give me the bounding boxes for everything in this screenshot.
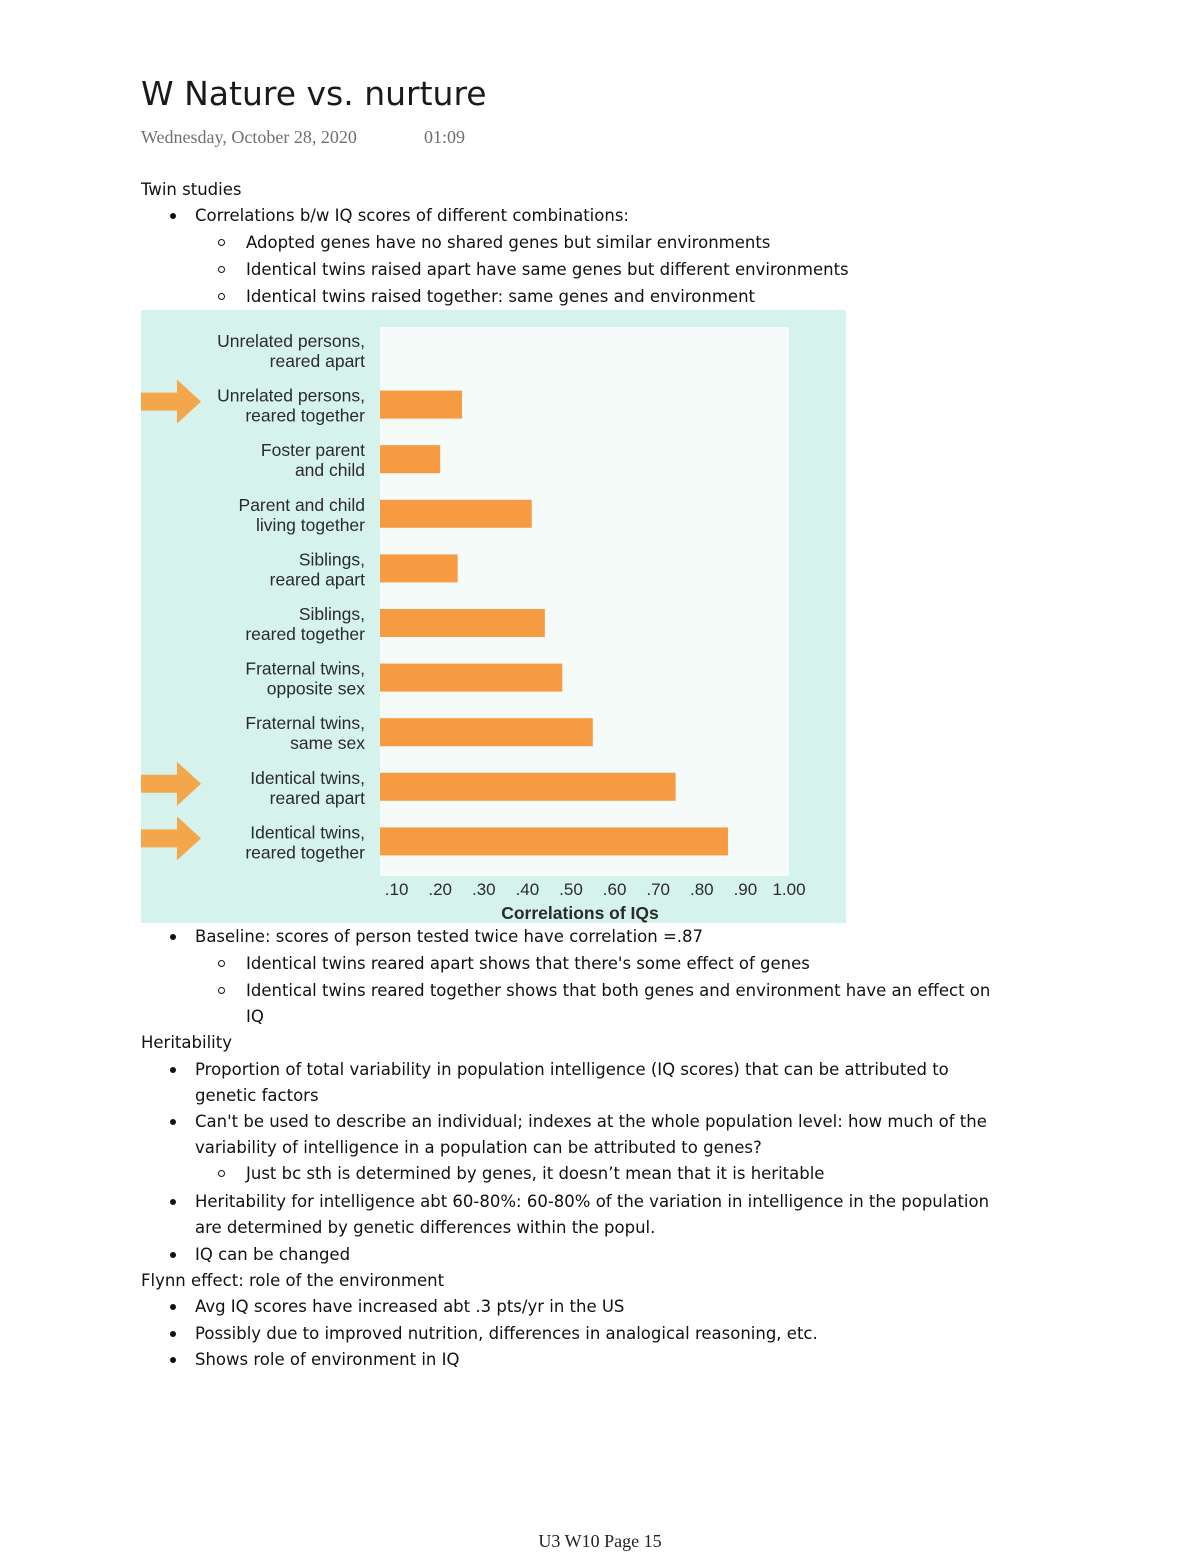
category-label: Siblings, [298, 604, 365, 624]
category-label: Fraternal twins, [245, 658, 365, 679]
bullet-icon [170, 213, 176, 219]
hollow-bullet-icon [218, 293, 225, 300]
twin-sub-identical-apart: Identical twins raised apart have same genes but different environments [246, 260, 849, 279]
heritability-heading: Heritability [141, 1033, 232, 1052]
tick-label: .50 [559, 880, 583, 899]
hollow-bullet-icon [218, 960, 225, 967]
bullet-icon [170, 1357, 176, 1363]
bar [380, 500, 532, 528]
heritability-range-cont: are determined by genetic differences within the popul. [195, 1218, 656, 1237]
bar [380, 609, 545, 637]
category-label: Parent and child [238, 494, 365, 515]
tick-label: .60 [602, 880, 627, 899]
tick-label: .10 [384, 880, 409, 899]
category-label: Identical twins, [250, 767, 365, 788]
bar [380, 554, 458, 582]
bullet-icon [170, 1119, 176, 1125]
category-label: reared apart [269, 787, 365, 808]
hollow-bullet-icon [218, 987, 225, 994]
x-axis-label: Correlations of IQs [501, 903, 659, 923]
bullet-icon [170, 934, 176, 940]
bullet-icon [170, 1199, 176, 1205]
page-date: Wednesday, October 28, 2020 [141, 127, 357, 147]
category-label: Unrelated persons, [217, 385, 365, 406]
tick-label: .90 [733, 880, 758, 899]
heritability-population: Can't be used to describe an individual; indexes at the whole population level: how much of the [195, 1112, 987, 1131]
page-title: W Nature vs. nurture [141, 74, 487, 113]
twin-sub-identical-together: Identical twins raised together: same genes and environment [246, 287, 755, 306]
bullet-icon [170, 1304, 176, 1310]
heritability-sub-genes: Just bc sth is determined by genes, it doesn’t mean that it is heritable [246, 1164, 825, 1183]
bar [380, 718, 593, 746]
bullet-icon [170, 1067, 176, 1073]
bar [380, 664, 562, 692]
baseline-sub-apart: Identical twins reared apart shows that there's some effect of genes [246, 954, 810, 973]
flynn-heading: Flynn effect: role of the environment [141, 1271, 445, 1290]
hollow-bullet-icon [218, 239, 225, 246]
baseline-sub-together: Identical twins reared together shows that both genes and environment have an effect on [246, 981, 991, 1000]
baseline-bullet: Baseline: scores of person tested twice have correlation =.87 [195, 927, 704, 946]
flynn-increase: Avg IQ scores have increased abt .3 pts/yr in the US [195, 1297, 625, 1316]
category-label: living together [256, 514, 365, 535]
heritability-definition: Proportion of total variability in population intelligence (IQ scores) that can be attributed to [195, 1060, 949, 1079]
category-label: same sex [290, 733, 365, 754]
flynn-causes: Possibly due to improved nutrition, differences in analogical reasoning, etc. [195, 1324, 818, 1343]
category-label: and child [294, 460, 365, 481]
category-label: Unrelated persons, [217, 331, 365, 351]
twin-bullet-correlations: Correlations b/w IQ scores of different combinations: [195, 206, 629, 225]
heritability-range: Heritability for intelligence abt 60-80%: 60-80% of the variation in intelligence in the population [195, 1192, 990, 1211]
category-label: reared together [245, 842, 365, 863]
category-label: reared together [245, 624, 365, 644]
category-label: Foster parent [260, 440, 365, 461]
bar [380, 827, 728, 855]
category-label: Siblings, [298, 549, 365, 570]
baseline-sub-together-cont: IQ [246, 1007, 264, 1026]
tick-label: 1.00 [772, 880, 806, 899]
hollow-bullet-icon [218, 1170, 225, 1177]
category-label: Identical twins, [250, 822, 365, 843]
twin-studies-heading: Twin studies [141, 180, 242, 199]
tick-label: .30 [471, 880, 496, 899]
bar [380, 445, 440, 473]
category-label: opposite sex [266, 678, 365, 699]
bullet-icon [170, 1252, 176, 1258]
category-label: reared apart [269, 569, 365, 590]
page-time: 01:09 [424, 127, 466, 147]
twin-sub-adopted: Adopted genes have no shared genes but similar environments [246, 233, 771, 252]
heritability-population-cont: variability of intelligence in a population can be attributed to genes? [195, 1138, 762, 1157]
hollow-bullet-icon [218, 266, 225, 273]
tick-label: .20 [428, 880, 453, 899]
bullet-icon [170, 1331, 176, 1337]
iq-correlation-chart [141, 310, 846, 923]
tick-label: .80 [689, 880, 714, 899]
category-label: reared apart [269, 351, 365, 371]
heritability-changed: IQ can be changed [195, 1245, 351, 1264]
tick-label: .40 [515, 880, 540, 899]
category-label: Fraternal twins, [245, 713, 365, 734]
bar [380, 773, 676, 801]
tick-label: .70 [646, 880, 671, 899]
page-footer: U3 W10 Page 15 [538, 1531, 662, 1551]
heritability-definition-cont: genetic factors [195, 1086, 319, 1105]
bar [380, 391, 462, 419]
flynn-environment: Shows role of environment in IQ [195, 1350, 460, 1369]
category-label: reared together [245, 405, 365, 426]
